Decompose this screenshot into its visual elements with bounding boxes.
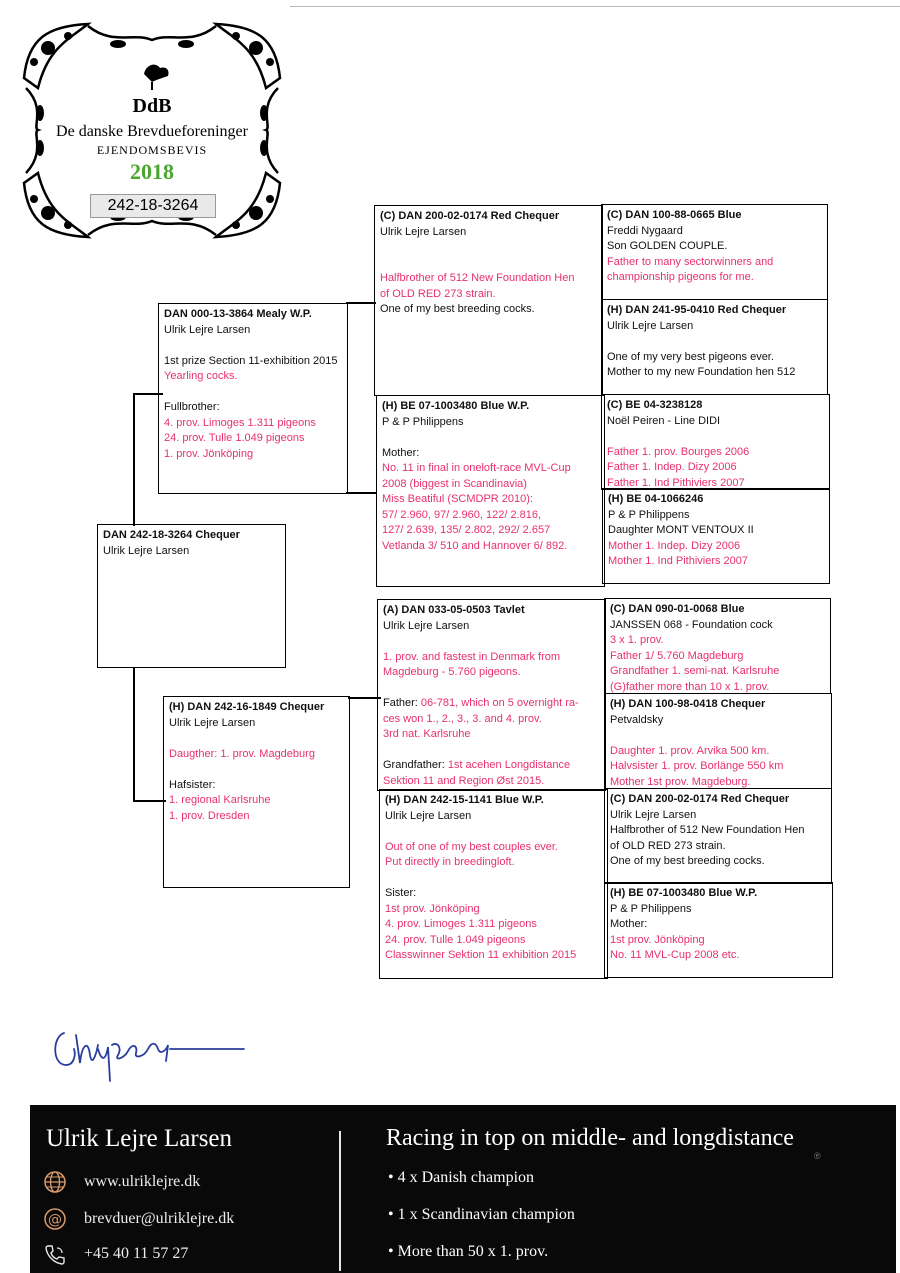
info-line: ces won 1., 2., 3., 3. and 4. prov.	[383, 712, 542, 725]
footer-email[interactable]	[42, 1204, 234, 1234]
phone-text: +45 40 11 57 27	[84, 1245, 189, 1262]
owner: JANSSEN 068 - Foundation cock	[610, 618, 773, 631]
info-line: (G)father more than 10 x 1. prov.	[610, 680, 770, 693]
info-line: 1st prize Section 11-exhibition 2015	[164, 354, 338, 367]
info-line: Father to many sectorwinners and	[607, 255, 774, 268]
connector-subject-vertical-down	[133, 667, 135, 801]
info-line: Hafsister:	[169, 778, 216, 791]
info-line: Grandfather: 1st acehen Longdistance	[383, 759, 571, 771]
owner: Ulrik Lejre Larsen	[610, 808, 697, 821]
pedigree-dds	[604, 788, 832, 884]
info-line: One of my very best pigeons ever.	[607, 350, 774, 363]
owner: Noël Peiren - Line DIDI	[607, 414, 721, 427]
info-line: 4. prov. Limoges 1.311 pigeons	[164, 416, 316, 429]
info-line: Mother 1. Ind Pithiviers 2007	[608, 555, 749, 567]
info-line: Classwinner Sektion 11 exhibition 2015	[385, 949, 577, 961]
pedigree-subject	[97, 524, 286, 668]
info-line: Magdeburg - 5.760 pigeons.	[383, 666, 521, 678]
owner: Ulrik Lejre Larsen	[383, 619, 470, 632]
footer-bullet: • More than 50 x 1. prov.	[388, 1243, 549, 1260]
phone-icon	[42, 1241, 68, 1267]
ring-number: DAN 000-13-3864 Mealy W.P.	[164, 308, 312, 320]
info-line: of OLD RED 273 strain.	[610, 839, 726, 852]
connector-subject-vertical-up	[133, 393, 135, 526]
owner: Ulrik Lejre Larsen	[164, 323, 251, 336]
connector-sire-to-sd	[346, 492, 376, 494]
info-line: 1. prov. Dresden	[169, 809, 250, 822]
info-line: Mother 1st prov. Magdeburg.	[610, 775, 751, 788]
info-line: Halfbrother of 512 New Foundation Hen	[380, 272, 575, 284]
footer-phone[interactable]	[42, 1239, 188, 1269]
info-line: Sektion 11 and Region Øst 2015.	[383, 774, 545, 787]
footer-website[interactable]	[42, 1167, 200, 1197]
info-line: Mother:	[610, 918, 648, 930]
pedigree-dam-dam	[379, 789, 608, 979]
owner: Ulrik Lejre Larsen	[103, 544, 190, 557]
certificate-subtitle: EJENDOMSBEVIS	[96, 143, 208, 157]
info-line: 1st prov. Jönköping	[385, 902, 480, 915]
info-line: Father 1. Ind Pithiviers 2007	[607, 476, 745, 489]
footer-divider	[339, 1131, 341, 1271]
ring-number: (C) DAN 100-88-0665 Blue	[607, 209, 742, 221]
info-line: 2008 (biggest in Scandinavia)	[382, 477, 527, 490]
ring-number: DAN 242-18-3264 Chequer	[103, 529, 240, 541]
pedigree-ddd	[604, 882, 833, 978]
info-line: One of my best breeding cocks.	[380, 303, 535, 315]
info-line: Daughter 1. prov. Arvika 500 km.	[610, 744, 770, 757]
info-line: 4. prov. Limoges 1.311 pigeons	[385, 918, 537, 930]
at-icon	[42, 1206, 68, 1232]
globe-icon	[42, 1169, 68, 1195]
info-line: Mother:	[382, 446, 420, 459]
info-line: Mother to my new Foundation hen 512	[607, 366, 796, 378]
info-line: No. 11 MVL-Cup 2008 etc.	[610, 949, 740, 961]
ring-number: (C) DAN 200-02-0174 Red Chequer	[610, 793, 790, 805]
ownership-certificate	[18, 18, 286, 243]
info-line: Father 1/ 5.760 Magdeburg	[610, 649, 744, 662]
ring-number: (H) DAN 242-16-1849 Chequer	[169, 701, 325, 713]
ring-number: (C) BE 04-3238128	[607, 399, 703, 411]
owner: Ulrik Lejre Larsen	[385, 809, 472, 822]
pedigree-sire-dam	[376, 395, 605, 587]
ring-number: (H) BE 07-1003480 Blue W.P.	[382, 400, 530, 412]
owner: P & P Philippens	[610, 902, 692, 915]
owner: Ulrik Lejre Larsen	[607, 319, 694, 332]
info-line: Mother 1. Indep. Dizy 2006	[608, 539, 741, 552]
info-line: Out of one of my best couples ever.	[385, 840, 559, 853]
pigeon-logo-icon	[122, 52, 182, 116]
footer-headline: Racing in top on middle- and longdistance	[386, 1125, 794, 1151]
info-line: 3rd nat. Karlsruhe	[383, 728, 471, 740]
info-line: 24. prov. Tulle 1.049 pigeons	[164, 432, 305, 444]
info-line: No. 11 in final in oneloft-race MVL-Cup	[382, 462, 571, 474]
info-line: Halfbrother of 512 New Foundation Hen	[610, 824, 805, 836]
svg-text:@: @	[48, 1212, 62, 1228]
info-line: Put directly in breedingloft.	[385, 856, 515, 868]
ring-number: (A) DAN 033-05-0503 Tavlet	[383, 604, 525, 616]
pedigree-sire-sire	[374, 205, 603, 396]
pedigree-dam-sire	[377, 599, 606, 791]
email-text: brevduer@ulriklejre.dk	[84, 1210, 235, 1227]
info-line: Father: 06-781, which on 5 overnight ra-	[383, 697, 579, 709]
ring-number: (C) DAN 090-01-0068 Blue	[610, 603, 745, 615]
certificate-ring-number: 242-18-3264	[90, 194, 216, 218]
pedigree-ssd	[601, 299, 828, 395]
ring-number: (H) BE 04-1066246	[608, 493, 704, 505]
owner: Ulrik Lejre Larsen	[380, 225, 467, 238]
pedigree-dsd	[604, 693, 832, 789]
ring-number: (H) DAN 242-15-1141 Blue W.P.	[385, 794, 544, 806]
connector-subject-to-dam	[133, 800, 166, 802]
top-rule	[290, 6, 900, 7]
info-line: Daughter MONT VENTOUX II	[608, 524, 754, 536]
info-line: One of my best breeding cocks.	[610, 855, 765, 867]
pedigree-sss	[601, 204, 828, 300]
svg-text:DdB: DdB	[132, 95, 172, 116]
info-line: Fullbrother:	[164, 401, 220, 413]
pedigree-sire	[158, 303, 348, 494]
info-line: 1st prov. Jönköping	[610, 933, 705, 946]
owner: Freddi Nygaard	[607, 224, 683, 237]
owner: Ulrik Lejre Larsen	[169, 716, 256, 729]
owner: Petvaldsky	[610, 713, 664, 726]
connector-sire-to-ss	[346, 302, 376, 304]
owner: P & P Philippens	[608, 508, 690, 521]
pedigree-sds	[601, 394, 830, 490]
info-line: Daugther: 1. prov. Magdeburg	[169, 747, 315, 760]
footer-registered-mark: ®	[814, 1151, 821, 1161]
info-line: 127/ 2.639, 135/ 2.802, 292/ 2.657	[382, 524, 551, 536]
pedigree-dam	[163, 696, 350, 888]
info-line: 1. prov. and fastest in Denmark from	[383, 650, 561, 663]
ring-number: (H) BE 07-1003480 Blue W.P.	[610, 887, 758, 899]
info-line: Vetlanda 3/ 510 and Hannover 6/ 892.	[382, 539, 568, 552]
certificate-title: De danske Brevdueforeninger	[56, 123, 248, 140]
info-line: 57/ 2.960, 97/ 2.960, 122/ 2.816,	[382, 508, 542, 521]
website-text: www.ulriklejre.dk	[84, 1173, 201, 1190]
info-line: 1. prov. Jönköping	[164, 447, 254, 460]
info-line: Miss Beatiful (SCMDPR 2010):	[382, 493, 533, 505]
pedigree-dss	[604, 598, 831, 694]
info-line: championship pigeons for me.	[607, 271, 754, 283]
footer-name: Ulrik Lejre Larsen	[46, 1125, 233, 1152]
info-line: Father 1. prov. Bourges 2006	[607, 445, 750, 458]
footer-bullet: • 4 x Danish champion	[388, 1169, 535, 1186]
ring-number: (H) DAN 241-95-0410 Red Chequer	[607, 304, 787, 316]
ring-number: (C) DAN 200-02-0174 Red Chequer	[380, 210, 560, 222]
owner: P & P Philippens	[382, 415, 464, 428]
info-line: Sister:	[385, 887, 417, 899]
footer-banner	[30, 1105, 896, 1273]
pedigree-sdd	[602, 488, 830, 584]
info-line: Grandfather 1. semi-nat. Karlsruhe	[610, 665, 780, 677]
info-line: 1. regional Karlsruhe	[169, 794, 271, 806]
signature	[48, 1015, 248, 1085]
info-line: Halvsister 1. prov. Borlänge 550 km	[610, 760, 784, 772]
info-line: of OLD RED 273 strain.	[380, 287, 496, 300]
certificate-year: 2018	[130, 159, 174, 184]
info-line: 3 x 1. prov.	[610, 634, 664, 646]
info-line: Yearling cocks.	[164, 370, 238, 382]
info-line: Son GOLDEN COUPLE.	[607, 240, 728, 252]
footer-bullet: • 1 x Scandinavian champion	[388, 1206, 575, 1223]
info-line: 24. prov. Tulle 1.049 pigeons	[385, 933, 526, 946]
info-line: Father 1. Indep. Dizy 2006	[607, 461, 737, 473]
ring-number: (H) DAN 100-98-0418 Chequer	[610, 698, 766, 710]
